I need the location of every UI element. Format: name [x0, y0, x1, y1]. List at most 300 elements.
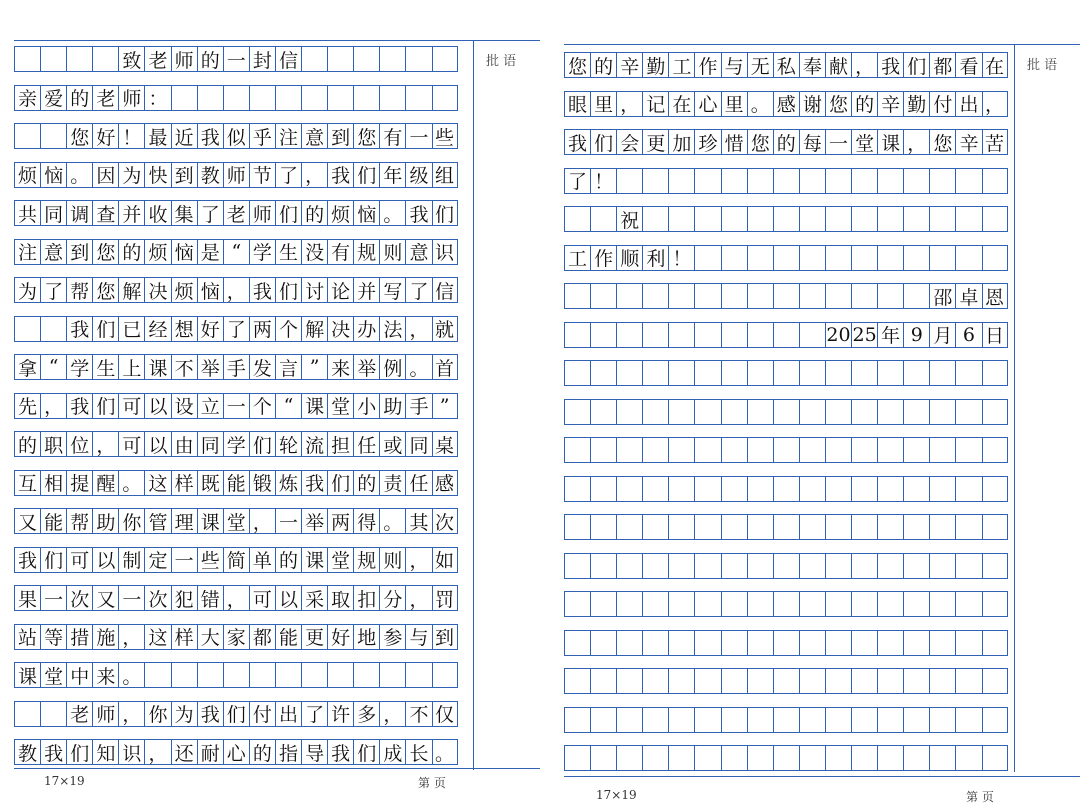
- grid-cell: 的: [275, 547, 301, 573]
- grid-cell: 决: [327, 316, 353, 342]
- grid-cell: [825, 206, 851, 232]
- grid-cell: 一: [275, 508, 301, 534]
- comment-label: 批 语: [486, 54, 517, 69]
- grid-cell: 了: [405, 277, 431, 303]
- grid-cell: [694, 437, 720, 463]
- grid-cell: [379, 46, 405, 72]
- grid-cell: [799, 360, 825, 386]
- grid-cell: [642, 322, 668, 348]
- grid-cell: 设: [171, 393, 197, 419]
- grid-cell: [825, 399, 851, 425]
- grid-cell: [694, 630, 720, 656]
- grid-cell: [327, 46, 353, 72]
- grid-cell: 解: [118, 277, 144, 303]
- grid-cell: 了: [275, 162, 301, 188]
- grid-cell: 查: [92, 200, 118, 226]
- grid-cell: [773, 360, 799, 386]
- grid-cell: 课: [14, 662, 40, 688]
- grid-cell: 多: [353, 701, 379, 727]
- grid-cell: 指: [275, 739, 301, 765]
- grid-cell: [721, 630, 747, 656]
- grid-cell: [929, 476, 955, 502]
- grid-cell: 经: [144, 316, 170, 342]
- grid-cell: [773, 707, 799, 733]
- grid-cell: [564, 553, 590, 579]
- grid-cell: 论: [327, 277, 353, 303]
- grid-cell: 恼: [40, 162, 66, 188]
- grid-cell: “: [275, 393, 301, 419]
- grid-cell: 老: [144, 46, 170, 72]
- grid-cell: [564, 437, 590, 463]
- grid-cell: [929, 707, 955, 733]
- grid-cell: 如: [432, 547, 458, 573]
- grid-cell: 个: [249, 393, 275, 419]
- grid-cell: 能: [40, 508, 66, 534]
- grid-cell: 罚: [432, 585, 458, 611]
- grid-cell: [825, 283, 851, 309]
- grid-cell: 出: [275, 701, 301, 727]
- grid-cell: 我: [40, 739, 66, 765]
- grid-cell: 您: [353, 123, 379, 149]
- grid-cell: [799, 707, 825, 733]
- grid-cell: 老: [92, 85, 118, 111]
- grid-cell: ，: [405, 585, 431, 611]
- grid-cell: [564, 360, 590, 386]
- grid-cell: [668, 360, 694, 386]
- grid-cell: [877, 668, 903, 694]
- grid-cell: 得: [353, 508, 379, 534]
- grid-cell: 的: [851, 91, 877, 117]
- grid-cell: [877, 553, 903, 579]
- grid-cell: [642, 745, 668, 771]
- grid-cell: 25: [852, 323, 877, 346]
- grid-cell: [249, 662, 275, 688]
- grid-cell: [432, 662, 458, 688]
- grid-cell: 可: [118, 393, 144, 419]
- grid-cell: 您: [929, 129, 955, 155]
- grid-cell: [825, 553, 851, 579]
- grid-cell: 。: [405, 354, 431, 380]
- grid-cell: [825, 668, 851, 694]
- grid-cell: [799, 476, 825, 502]
- grid-cell: 不: [171, 354, 197, 380]
- grid-cell: 们: [92, 316, 118, 342]
- grid-cell: [721, 168, 747, 194]
- grid-cell: 生: [275, 239, 301, 265]
- grid-cell: [851, 591, 877, 617]
- grid-cell: 手: [405, 393, 431, 419]
- grid-cell: [903, 745, 929, 771]
- grid-cell: 为: [171, 701, 197, 727]
- grid-cell: 课: [877, 129, 903, 155]
- grid-cell: 邵: [929, 283, 955, 309]
- grid-cell: [432, 46, 458, 72]
- grid-cell: [405, 46, 431, 72]
- grid-cell: 级: [405, 162, 431, 188]
- grid-cell: [590, 591, 616, 617]
- grid-cell: 许: [327, 701, 353, 727]
- grid-cell: 恼: [171, 239, 197, 265]
- grid-cell: 其: [405, 508, 431, 534]
- grid-cell: 奉: [799, 52, 825, 78]
- grid-cell: [590, 437, 616, 463]
- grid-cell: [616, 630, 642, 656]
- grid-cell: [668, 322, 694, 348]
- grid-cell: [955, 745, 981, 771]
- grid-cell: [694, 591, 720, 617]
- grid-cell: [642, 476, 668, 502]
- grid-cell: [747, 399, 773, 425]
- grid-cell: 可: [66, 547, 92, 573]
- grid-cell: 。: [747, 91, 773, 117]
- grid-cell: [877, 283, 903, 309]
- grid-cell: 次: [66, 585, 92, 611]
- grid-cell: 知: [92, 739, 118, 765]
- grid-cell: [721, 745, 747, 771]
- grid-cell: ，: [144, 739, 170, 765]
- grid-cell: [955, 591, 981, 617]
- grid-cell: [747, 476, 773, 502]
- grid-cell: 提: [66, 470, 92, 496]
- grid-cell: [14, 316, 40, 342]
- grid-cell: 我: [66, 316, 92, 342]
- grid-cell: [405, 662, 431, 688]
- grid-cell: [851, 668, 877, 694]
- grid-cell: 眼: [564, 91, 590, 117]
- grid-cell: [825, 591, 851, 617]
- grid-cell: [929, 630, 955, 656]
- grid-cell: [668, 707, 694, 733]
- grid-cell: [642, 630, 668, 656]
- grid-cell: [171, 662, 197, 688]
- grid-cell: [564, 630, 590, 656]
- grid-cell: [982, 399, 1008, 425]
- grid-cell: ，: [982, 91, 1008, 117]
- grid-cell: 献: [825, 52, 851, 78]
- grid-cell: 为: [118, 162, 144, 188]
- grid-cell: [353, 662, 379, 688]
- grid-cell: 桌: [432, 431, 458, 457]
- grid-cell: [66, 46, 92, 72]
- grid-cell: [799, 399, 825, 425]
- grid-cell: [982, 437, 1008, 463]
- grid-cell: 作: [694, 52, 720, 78]
- grid-cell: [171, 85, 197, 111]
- grid-cell: 犯: [171, 585, 197, 611]
- grid-cell: 锻: [249, 470, 275, 496]
- grid-cell: [799, 206, 825, 232]
- grid-cell: [616, 707, 642, 733]
- grid-cell: [564, 591, 590, 617]
- grid-cell: 想: [171, 316, 197, 342]
- grid-cell: 有: [327, 239, 353, 265]
- grid-cell: 取: [327, 585, 353, 611]
- grid-cell: [747, 514, 773, 540]
- grid-cell: [955, 360, 981, 386]
- grid-cell: 作: [590, 245, 616, 271]
- grid-cell: 节: [249, 162, 275, 188]
- grid-cell: 首: [432, 354, 458, 380]
- grid-cell: [799, 745, 825, 771]
- grid-cell: 在: [982, 52, 1008, 78]
- grid-cell: 每: [799, 129, 825, 155]
- grid-cell: 识: [432, 239, 458, 265]
- grid-cell: [668, 630, 694, 656]
- grid-cell: [564, 514, 590, 540]
- grid-cell: 恼: [197, 277, 223, 303]
- grid-cell: [564, 668, 590, 694]
- grid-cell: 管: [144, 508, 170, 534]
- grid-cell: 勤: [642, 52, 668, 78]
- grid-cell: ，: [223, 277, 249, 303]
- grid-cell: [773, 668, 799, 694]
- grid-cell: 我: [327, 739, 353, 765]
- grid-cell: 地: [353, 624, 379, 650]
- grid-cell: [694, 668, 720, 694]
- grid-cell: [955, 707, 981, 733]
- grid-cell: [955, 476, 981, 502]
- grid-cell: [721, 476, 747, 502]
- grid-cell: 课: [144, 354, 170, 380]
- grid-cell: 爱: [40, 85, 66, 111]
- grid-cell: 任: [353, 431, 379, 457]
- grid-cell: [982, 476, 1008, 502]
- grid-cell: [40, 701, 66, 727]
- grid-cell: [825, 745, 851, 771]
- grid-size-label: 17×19: [596, 788, 637, 802]
- grid-cell: 们: [66, 739, 92, 765]
- grid-size-label: 17×19: [44, 774, 85, 788]
- grid-cell: 一: [171, 547, 197, 573]
- grid-cell: [929, 399, 955, 425]
- grid-cell: [564, 476, 590, 502]
- grid-cell: 的: [590, 52, 616, 78]
- grid-cell: [40, 316, 66, 342]
- grid-cell: [851, 630, 877, 656]
- grid-cell: 炼: [275, 470, 301, 496]
- grid-cell: 师: [118, 85, 144, 111]
- grid-cell: ，: [249, 508, 275, 534]
- grid-cell: [694, 553, 720, 579]
- grid-cell: 这: [144, 624, 170, 650]
- grid-cell: 又: [92, 585, 118, 611]
- grid-cell: 制: [118, 547, 144, 573]
- grid-cell: 们: [903, 52, 929, 78]
- grid-cell: [590, 360, 616, 386]
- grid-cell: [616, 591, 642, 617]
- grid-cell: 利: [642, 245, 668, 271]
- grid-cell: [590, 476, 616, 502]
- grid-cell: 。: [432, 739, 458, 765]
- grid-cell: [694, 707, 720, 733]
- grid-cell: [851, 553, 877, 579]
- grid-cell: ”: [432, 393, 458, 419]
- grid-cell: 珍: [694, 129, 720, 155]
- grid-cell: 与: [405, 624, 431, 650]
- grid-cell: [721, 322, 747, 348]
- grid-cell: 学: [223, 431, 249, 457]
- grid-cell: 付: [249, 701, 275, 727]
- grid-cell: [40, 46, 66, 72]
- grid-cell: [903, 630, 929, 656]
- grid-cell: [275, 662, 301, 688]
- grid-cell: 感: [773, 91, 799, 117]
- grid-cell: [982, 206, 1008, 232]
- grid-cell: [929, 245, 955, 271]
- grid-cell: 学: [249, 239, 275, 265]
- grid-cell: [877, 399, 903, 425]
- grid-cell: 的: [773, 129, 799, 155]
- grid-cell: [694, 360, 720, 386]
- grid-cell: [851, 437, 877, 463]
- grid-cell: [929, 360, 955, 386]
- grid-cell: 举: [301, 508, 327, 534]
- grid-cell: 心: [223, 739, 249, 765]
- grid-cell: 组: [432, 162, 458, 188]
- grid-cell: 都: [249, 624, 275, 650]
- grid-cell: 例: [379, 354, 405, 380]
- grid-cell: [616, 360, 642, 386]
- grid-cell: 信: [275, 46, 301, 72]
- grid-cell: 您: [747, 129, 773, 155]
- grid-cell: [405, 85, 431, 111]
- grid-cell: 的: [66, 85, 92, 111]
- grid-cell: [590, 206, 616, 232]
- grid-cell: [590, 322, 616, 348]
- grid-cell: 收: [144, 200, 170, 226]
- grid-cell: [929, 168, 955, 194]
- grid-cell: 来: [327, 354, 353, 380]
- grid-cell: 任: [405, 470, 431, 496]
- grid-cell: [851, 245, 877, 271]
- grid-cell: [877, 630, 903, 656]
- grid-cell: 我: [14, 547, 40, 573]
- grid-cell: 是: [197, 239, 223, 265]
- grid-cell: 师: [92, 701, 118, 727]
- grid-cell: [825, 168, 851, 194]
- grid-cell: 了: [223, 316, 249, 342]
- grid-cell: 成: [379, 739, 405, 765]
- grid-cell: 师: [171, 46, 197, 72]
- grid-cell: 了: [564, 168, 590, 194]
- grid-cell: 上: [118, 354, 144, 380]
- grid-cell: [955, 206, 981, 232]
- grid-cell: [982, 245, 1008, 271]
- grid-cell: 到: [171, 162, 197, 188]
- grid-cell: 了: [301, 701, 327, 727]
- right-manuscript-page: [548, 0, 1080, 810]
- grid-cell: [747, 630, 773, 656]
- grid-cell: [851, 745, 877, 771]
- grid-cell: 课: [301, 547, 327, 573]
- grid-cell: 日: [982, 322, 1008, 348]
- grid-cell: [327, 85, 353, 111]
- grid-cell: [432, 85, 458, 111]
- grid-cell: [694, 245, 720, 271]
- grid-cell: 烦: [171, 277, 197, 303]
- grid-cell: 并: [353, 277, 379, 303]
- grid-cell: [642, 437, 668, 463]
- grid-cell: ！: [118, 123, 144, 149]
- grid-cell: 您: [92, 239, 118, 265]
- grid-cell: [903, 668, 929, 694]
- grid-cell: 扣: [353, 585, 379, 611]
- grid-cell: [747, 437, 773, 463]
- grid-cell: 位: [66, 431, 92, 457]
- grid-cell: 里: [721, 91, 747, 117]
- grid-cell: ！: [590, 168, 616, 194]
- grid-cell: [747, 206, 773, 232]
- grid-cell: [642, 168, 668, 194]
- grid-cell: [694, 283, 720, 309]
- grid-cell: 我: [249, 277, 275, 303]
- grid-cell: [747, 245, 773, 271]
- grid-cell: [982, 707, 1008, 733]
- grid-cell: 意: [405, 239, 431, 265]
- grid-cell: [825, 437, 851, 463]
- grid-cell: ，: [379, 701, 405, 727]
- grid-cell: [877, 591, 903, 617]
- grid-cell: [721, 437, 747, 463]
- grid-cell: 私: [773, 52, 799, 78]
- grid-cell: 次: [144, 585, 170, 611]
- grid-cell: 都: [929, 52, 955, 78]
- grid-cell: [903, 206, 929, 232]
- grid-cell: 以: [144, 393, 170, 419]
- grid-cell: [773, 630, 799, 656]
- grid-cell: [616, 553, 642, 579]
- grid-cell: 我: [564, 129, 590, 155]
- grid-cell: 助: [379, 393, 405, 419]
- grid-cell: 错: [197, 585, 223, 611]
- grid-cell: [903, 476, 929, 502]
- grid-cell: 师: [223, 162, 249, 188]
- grid-cell: 们: [223, 701, 249, 727]
- grid-cell: [721, 707, 747, 733]
- grid-cell: [877, 437, 903, 463]
- grid-cell: 好: [197, 316, 223, 342]
- grid-cell: 法: [379, 316, 405, 342]
- grid-cell: [14, 123, 40, 149]
- grid-cell: [903, 399, 929, 425]
- grid-cell: 烦: [14, 162, 40, 188]
- grid-cell: [799, 437, 825, 463]
- grid-cell: [773, 437, 799, 463]
- grid-cell: 堂: [40, 662, 66, 688]
- grid-cell: 拿: [14, 354, 40, 380]
- grid-cell: 两: [249, 316, 275, 342]
- grid-cell: [929, 591, 955, 617]
- grid-cell: 等: [40, 624, 66, 650]
- grid-cell: [616, 668, 642, 694]
- grid-cell: [982, 514, 1008, 540]
- grid-cell: [668, 553, 694, 579]
- grid-cell: 的: [249, 739, 275, 765]
- grid-cell: [721, 245, 747, 271]
- grid-cell: [851, 283, 877, 309]
- grid-cell: 。: [118, 470, 144, 496]
- grid-cell: [642, 591, 668, 617]
- grid-cell: [799, 283, 825, 309]
- grid-cell: ，: [851, 52, 877, 78]
- grid-cell: [799, 168, 825, 194]
- grid-cell: [825, 360, 851, 386]
- grid-cell: 导: [301, 739, 327, 765]
- grid-cell: 担: [327, 431, 353, 457]
- grid-cell: 无: [747, 52, 773, 78]
- grid-cell: [773, 553, 799, 579]
- grid-cell: 在: [668, 91, 694, 117]
